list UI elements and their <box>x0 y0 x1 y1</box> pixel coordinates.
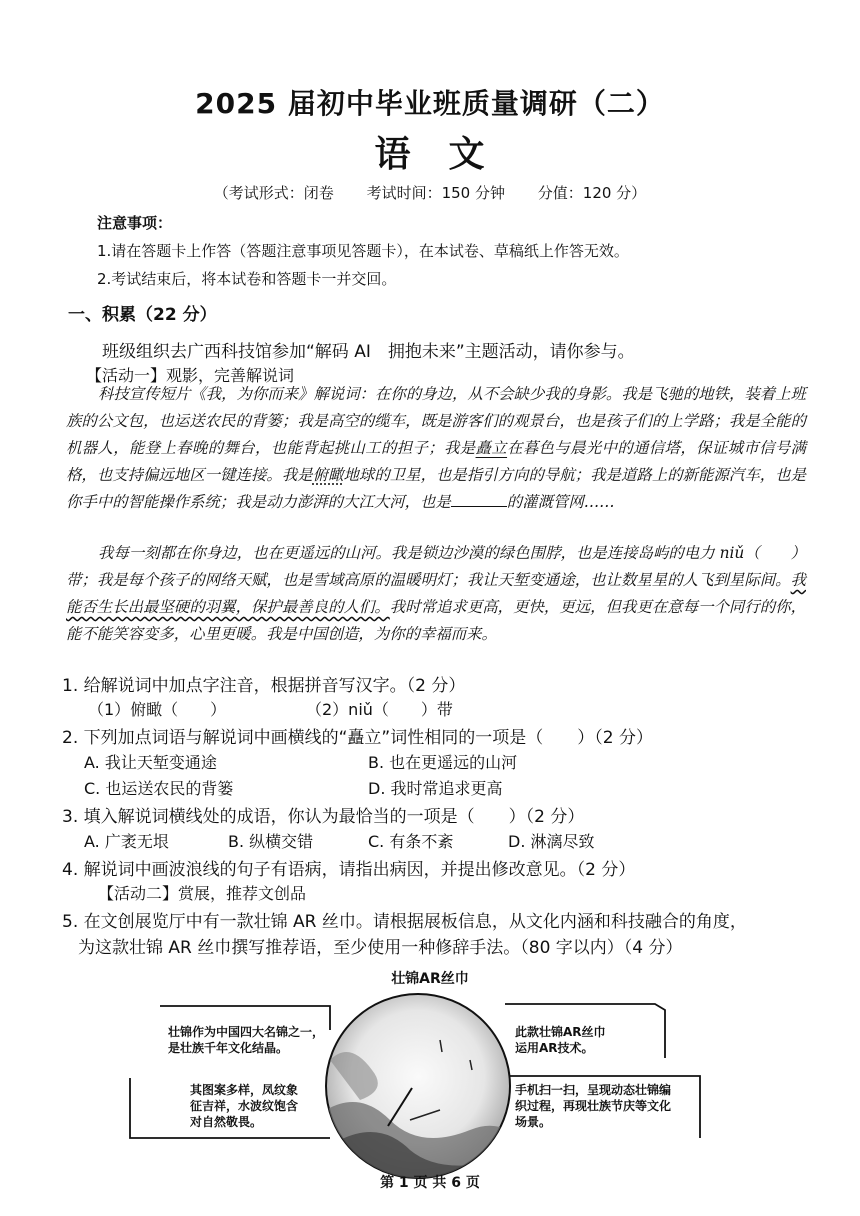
note-line: 是壮族千年文化结晶。 <box>168 1041 289 1055</box>
note-culture <box>168 1024 324 1056</box>
passage-text: 我每一刻都在你身边，也在更遥远的山河。我是锁边沙漠的绿色围脖，也是连接岛屿的电力 niǔ（ ）带；我是每个孩子的网络天赋，也是雪域高原的温暖明灯；我让天堑变通途，也让数星星的人飞到星际间。 <box>66 544 806 589</box>
passage-text: 科技宣传短片《我，为你而来》解说词：在你的身边，从不会缺少我的身影。我是飞驰的地铁，装着上班族的公文包，也运送农民的背篓；我是高空的缆车，既是游客们的观景台，也是孩子们的上学路；我是全能的机器人，能登上春晚的舞台，也能背起挑山工的担子；我是 <box>66 385 806 457</box>
note-patterns <box>190 1082 298 1130</box>
notice-item-2: 2.考试结束后，将本试卷和答题卡一并交回。 <box>97 270 397 288</box>
question-2-option-b: B. 也在更遥远的山河 <box>368 753 518 772</box>
page-number: 第 1 页 共 6 页 <box>380 1175 480 1191</box>
note-line: 场景。 <box>515 1115 552 1129</box>
exam-form: （考试形式：闭卷 <box>213 184 334 202</box>
subject-title: 语 文 <box>374 133 486 175</box>
note-line: 织过程，再现壮族节庆等文化 <box>515 1099 672 1113</box>
exam-score: 分值：120 分） <box>537 184 647 202</box>
question-3: 3. 填入解说词横线处的成语，你认为最恰当的一项是（ ）（2 分） <box>62 807 585 827</box>
wavy-sentence: 我能否生长出最坚硬的羽翼，保护最善良的人们。 <box>66 571 806 616</box>
question-2: 2. 下列加点词语与解说词中画横线的“矗立”词性相同的一项是（ ）（2 分） <box>62 728 653 748</box>
question-5-line-1: 5. 在文创展览厅中有一款壮锦 AR 丝巾。请根据展板信息，从文化内涵和科技融合的角度， <box>62 912 747 932</box>
note-line: 此款壮锦AR丝巾 <box>515 1025 606 1039</box>
question-4: 4. 解说词中画波浪线的句子有语病，请指出病因，并提出修改意见。（2 分） <box>62 860 636 880</box>
section-heading: 一、积累（22 分） <box>68 305 217 325</box>
note-line: 其图案多样，凤纹象 <box>190 1083 299 1097</box>
section-intro: 班级组织去广西科技馆参加“解码 AI 拥抱未来”主题活动，请你参与。 <box>102 342 635 362</box>
underlined-word: 矗立 <box>475 439 508 457</box>
note-line: 征吉祥，水波纹饱含 <box>190 1099 299 1113</box>
activity-2-heading: 【活动二】赏展，推荐文创品 <box>98 884 307 903</box>
question-3-option-b: B. 纵横交错 <box>228 832 314 851</box>
exam-time: 考试时间：150 分钟 <box>366 184 505 202</box>
question-2-option-c: C. 也运送农民的背篓 <box>84 779 234 798</box>
passage-text: 我时常追求更高，更快，更远，但我更在意每一个同行的你，能不能笑容变多，心里更暖。我是中国创造，为你的幸福而来。 <box>66 598 806 643</box>
question-5-line-2: 为这款壮锦 AR 丝巾撰写推荐语，至少使用一种修辞手法。（80 字以内）（4 分） <box>78 938 683 958</box>
dotted-word: 俯瞰 <box>312 466 344 484</box>
activity-1-heading: 【活动一】观影，完善解说词 <box>86 366 295 385</box>
question-1-part-1: （1）俯瞰（ ） <box>88 700 227 719</box>
exam-title: 2025 届初中毕业班质量调研（二） <box>195 87 665 120</box>
note-scan <box>515 1082 671 1130</box>
note-line: 对自然敬畏。 <box>190 1115 263 1129</box>
question-1: 1. 给解说词中加点字注音，根据拼音写汉字。（2 分） <box>62 676 466 696</box>
question-3-option-c: C. 有条不紊 <box>368 832 454 851</box>
note-line: 运用AR技术。 <box>515 1041 594 1055</box>
note-ar-tech <box>515 1024 606 1056</box>
passage-text: 在暮色与晨光中的通信塔，保证城市信号满格，也支持偏远地区一键连接。我是 <box>66 439 806 484</box>
question-2-option-a: A. 我让天堑变通途 <box>84 753 217 772</box>
question-3-option-d: D. 淋漓尽致 <box>508 832 595 851</box>
passage-text: 的灌溉管网…… <box>506 493 615 511</box>
diagram-title: 壮锦AR丝巾 <box>391 971 469 987</box>
note-line: 手机扫一扫，呈现动态壮锦编 <box>515 1083 672 1097</box>
question-1-part-2: （2）niǔ（ ）带 <box>306 700 453 719</box>
notice-item-1: 1.请在答题卡上作答（答题注意事项见答题卡），在本试卷、草稿纸上作答无效。 <box>97 242 629 260</box>
note-line: 壮锦作为中国四大名锦之一， <box>168 1025 325 1039</box>
passage-text: 地球的卫星，也是指引方向的导航；我是道路上的新能源汽车，也是你手中的智能操作系统；我是动力澎湃的大江大河，也是 <box>66 466 806 511</box>
question-2-option-d: D. 我时常追求更高 <box>368 779 503 798</box>
notice-heading: 注意事项： <box>97 214 173 232</box>
question-3-option-a: A. 广袤无垠 <box>84 832 169 851</box>
